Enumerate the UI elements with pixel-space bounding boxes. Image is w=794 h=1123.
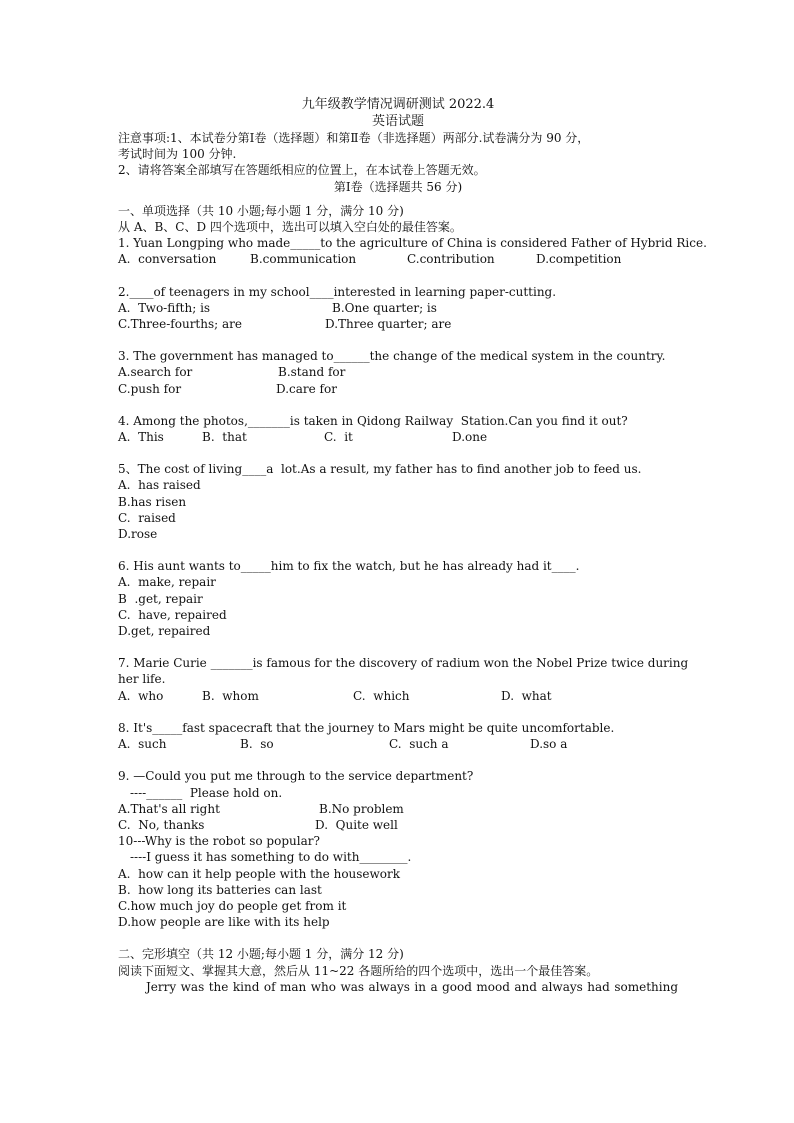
q2-stem: 2.____of teenagers in my school____interested in learning paper-cutting. bbox=[118, 284, 557, 299]
q8-option-b: B. so bbox=[240, 737, 274, 752]
notice-line-1: 注意事项:1、本试卷分第Ⅰ卷（选择题）和第Ⅱ卷（非选择题）两部分.试卷满分为 90 分， bbox=[118, 131, 590, 145]
q5-option-c: C. raised bbox=[118, 510, 176, 525]
q9-option-d: D. Quite well bbox=[315, 817, 398, 832]
q10-option-a: A. how can it help people with the housework bbox=[118, 866, 401, 881]
q2-option-b: B.One quarter; is bbox=[332, 300, 437, 315]
q7-option-d: D. what bbox=[501, 688, 552, 703]
q10-reply: ----I guess it has something to do with________. bbox=[130, 850, 412, 865]
q3-option-a: A.search for bbox=[118, 365, 193, 380]
q5-option-d: D.rose bbox=[118, 527, 158, 542]
q9-option-b: B.No problem bbox=[319, 801, 404, 816]
q4-option-c: C. it bbox=[324, 430, 353, 445]
q3-option-c: C.push for bbox=[118, 381, 182, 396]
q2-options-row2 bbox=[118, 316, 678, 332]
q4-options bbox=[118, 429, 678, 445]
q7-option-a: A. who bbox=[118, 688, 164, 703]
section2-heading: 二、完形填空（共 12 小题;每小题 1 分，满分 12 分) bbox=[118, 947, 404, 962]
q6-option-b: B .get, repair bbox=[118, 591, 203, 606]
q6-stem: 6. His aunt wants to_____him to fix the watch, but he has already had it____. bbox=[118, 559, 580, 574]
q2-option-d: D.Three quarter; are bbox=[325, 317, 452, 332]
q4-option-b: B. that bbox=[202, 430, 247, 445]
q10-option-c: C.how much joy do people get from it bbox=[118, 898, 347, 913]
q7-option-c: C. which bbox=[353, 688, 410, 703]
q6-option-c: C. have, repaired bbox=[118, 607, 227, 622]
q2-options-row1 bbox=[118, 300, 678, 316]
q5-stem: 5、The cost of living____a lot.As a result, my father has to find another job to feed us. bbox=[118, 462, 642, 477]
q8-option-d: D.so a bbox=[530, 737, 568, 752]
section2-instruction: 阅读下面短文、掌握其大意，然后从 11~22 各题所给的四个选项中，选出一个最佳答案。 bbox=[118, 963, 599, 978]
q9-stem: 9. —Could you put me through to the service department? bbox=[118, 769, 474, 784]
exam-subtitle: 英语试题 bbox=[371, 114, 424, 129]
q1-stem: 1. Yuan Longping who made_____to the agriculture of China is considered Father of Hybrid Rice. bbox=[118, 236, 707, 251]
q3-options-row1 bbox=[118, 364, 678, 380]
q9-option-c: C. No, thanks bbox=[118, 817, 205, 832]
q8-options bbox=[118, 736, 678, 752]
q8-option-c: C. such a bbox=[389, 737, 449, 752]
q5-option-b: B.has risen bbox=[118, 494, 187, 509]
q10-option-b: B. how long its batteries can last bbox=[118, 882, 322, 897]
q6-option-a: A. make, repair bbox=[118, 575, 216, 590]
q3-option-d: D.care for bbox=[276, 381, 337, 396]
q5-option-a: A. has raised bbox=[118, 478, 201, 493]
q7-stem-line1: 7. Marie Curie _______is famous for the discovery of radium won the Nobel Prize twice during bbox=[118, 656, 689, 671]
q9-options-row1 bbox=[118, 801, 678, 817]
q2-option-a: A. Two-fifth; is bbox=[118, 300, 211, 315]
part1-title: 第Ⅰ卷（选择题共 56 分) bbox=[333, 179, 463, 194]
q9-reply: ----______ Please hold on. bbox=[130, 785, 283, 800]
notice-line-2: 考试时间为 100 分钟. bbox=[118, 147, 237, 162]
section1-heading: 一、单项选择（共 10 小题;每小题 1 分，满分 10 分) bbox=[118, 203, 404, 218]
notice-line-3: 2、请将答案全部填写在答题纸相应的位置上，在本试卷上答题无效。 bbox=[118, 163, 486, 178]
q9-option-a: A.That's all right bbox=[118, 801, 220, 816]
q1-option-a: A. conversation bbox=[118, 252, 217, 267]
q1-option-c: C.contribution bbox=[407, 252, 495, 267]
q9-options-row2 bbox=[118, 817, 678, 833]
exam-page bbox=[118, 96, 707, 995]
q4-option-a: A. This bbox=[118, 430, 164, 445]
q1-option-d: D.competition bbox=[536, 252, 622, 267]
q10-option-d: D.how people are like with its help bbox=[118, 915, 330, 930]
q7-options bbox=[118, 688, 678, 704]
q7-stem-line2: her life. bbox=[118, 672, 166, 687]
q6-option-d: D.get, repaired bbox=[118, 624, 211, 639]
q4-stem: 4. Among the photos,_______is taken in Qidong Railway Station.Can you find it out? bbox=[118, 413, 628, 428]
q1-option-b: B.communication bbox=[250, 252, 357, 267]
section1-instruction: 从 A、B、C、D 四个选项中，选出可以填入空白处的最佳答案。 bbox=[118, 220, 462, 235]
q3-option-b: B.stand for bbox=[278, 365, 346, 380]
q10-stem: 10---Why is the robot so popular? bbox=[118, 834, 320, 849]
q7-option-b: B. whom bbox=[202, 688, 259, 703]
q4-option-d: D.one bbox=[452, 430, 488, 445]
q8-stem: 8. It's_____fast spacecraft that the journey to Mars might be quite uncomfortable. bbox=[118, 720, 615, 735]
q1-options bbox=[118, 251, 678, 267]
passage-first-line: Jerry was the kind of man who was always in a good mood and always had something bbox=[146, 979, 678, 994]
q3-options-row2 bbox=[118, 381, 678, 397]
q3-stem: 3. The government has managed to______the change of the medical system in the country. bbox=[118, 349, 666, 364]
exam-title: 九年级教学情况调研测试 2022.4 bbox=[301, 97, 495, 112]
q2-option-c: C.Three-fourths; are bbox=[118, 317, 242, 332]
q8-option-a: A. such bbox=[118, 737, 167, 752]
